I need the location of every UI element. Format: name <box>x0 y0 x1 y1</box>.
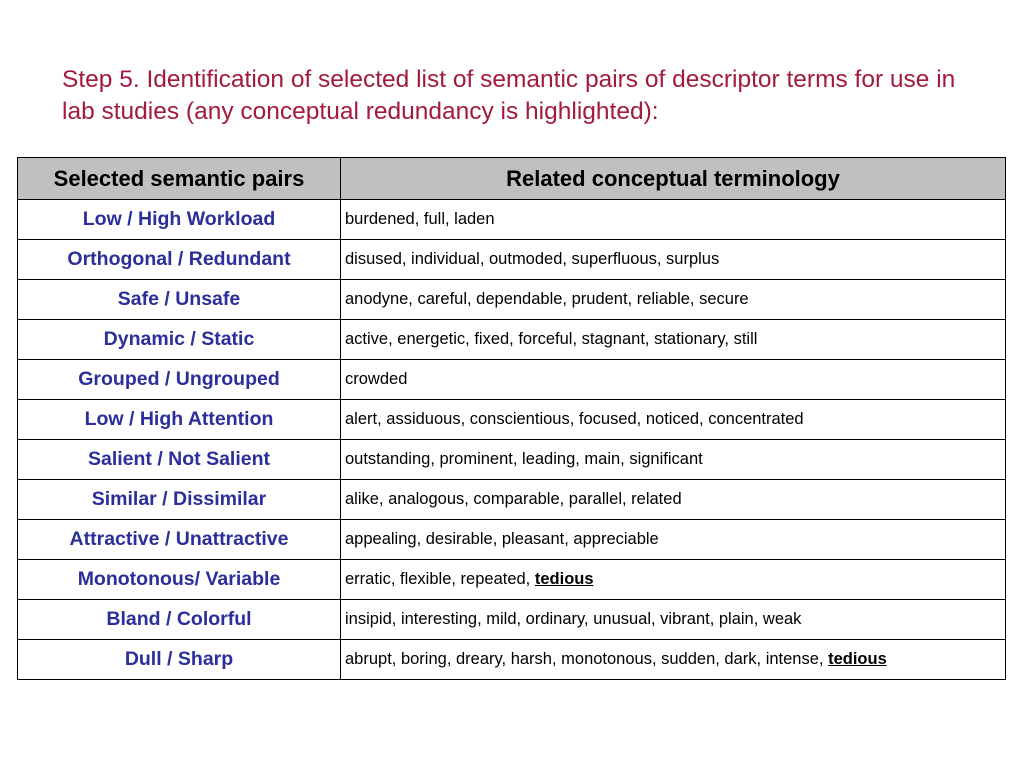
table-row <box>18 320 1006 360</box>
terminology-cell <box>341 600 1006 640</box>
semantic-pair-cell: Low / High Attention <box>18 400 341 440</box>
table-row <box>18 640 1006 680</box>
semantic-pairs-table <box>17 157 1006 680</box>
table-row <box>18 520 1006 560</box>
table-row <box>18 480 1006 520</box>
semantic-pair-cell: Salient / Not Salient <box>18 440 341 480</box>
table-row <box>18 440 1006 480</box>
table-row <box>18 560 1006 600</box>
terminology-cell <box>341 280 1006 320</box>
semantic-pair-cell: Dull / Sharp <box>18 640 341 680</box>
terminology-cell <box>341 480 1006 520</box>
terminology-text: appealing, desirable, pleasant, appreciable <box>345 530 659 548</box>
terminology-text: alike, analogous, comparable, parallel, related <box>345 490 682 508</box>
table-row <box>18 200 1006 240</box>
semantic-pair-cell: Low / High Workload <box>18 200 341 240</box>
semantic-pair-cell: Safe / Unsafe <box>18 280 341 320</box>
terminology-cell <box>341 440 1006 480</box>
terminology-text: abrupt, boring, dreary, harsh, monotonous, sudden, dark, intense, <box>345 650 829 668</box>
table-row <box>18 280 1006 320</box>
terminology-cell <box>341 640 1006 680</box>
terminology-text: active, energetic, fixed, forceful, stagnant, stationary, still <box>345 330 758 348</box>
terminology-text: insipid, interesting, mild, ordinary, unusual, vibrant, plain, weak <box>345 610 802 628</box>
table-header-row <box>18 158 1006 200</box>
terminology-cell <box>341 240 1006 280</box>
terminology-text: disused, individual, outmoded, superfluous, surplus <box>345 250 720 268</box>
terminology-cell <box>341 360 1006 400</box>
semantic-pair-cell: Monotonous/ Variable <box>18 560 341 600</box>
highlighted-term: tedious <box>828 650 887 668</box>
terminology-text: anodyne, careful, dependable, prudent, reliable, secure <box>345 290 749 308</box>
table-row <box>18 240 1006 280</box>
terminology-cell <box>341 520 1006 560</box>
semantic-pair-cell: Grouped / Ungrouped <box>18 360 341 400</box>
table-row <box>18 400 1006 440</box>
terminology-text: burdened, full, laden <box>345 210 495 228</box>
table-row <box>18 600 1006 640</box>
semantic-pair-cell: Bland / Colorful <box>18 600 341 640</box>
semantic-pair-cell: Dynamic / Static <box>18 320 341 360</box>
terminology-cell <box>341 560 1006 600</box>
semantic-pair-cell: Attractive / Unattractive <box>18 520 341 560</box>
header-related-conceptual-terminology: Related conceptual terminology <box>341 158 1006 200</box>
terminology-text: erratic, flexible, repeated, <box>345 570 535 588</box>
terminology-cell <box>341 320 1006 360</box>
slide-title: Step 5. Identification of selected list of semantic pairs of descriptor terms for use in lab studies (any conceptual redundancy is highlighted): <box>62 66 956 125</box>
table-row <box>18 360 1006 400</box>
highlighted-term: tedious <box>534 570 594 588</box>
terminology-cell <box>341 200 1006 240</box>
terminology-cell <box>341 400 1006 440</box>
terminology-text: alert, assiduous, conscientious, focused, noticed, concentrated <box>345 410 804 428</box>
header-selected-semantic-pairs: Selected semantic pairs <box>18 158 341 200</box>
semantic-pair-cell: Similar / Dissimilar <box>18 480 341 520</box>
semantic-pair-cell: Orthogonal / Redundant <box>18 240 341 280</box>
terminology-text: crowded <box>345 370 408 388</box>
terminology-text: outstanding, prominent, leading, main, significant <box>345 450 703 468</box>
